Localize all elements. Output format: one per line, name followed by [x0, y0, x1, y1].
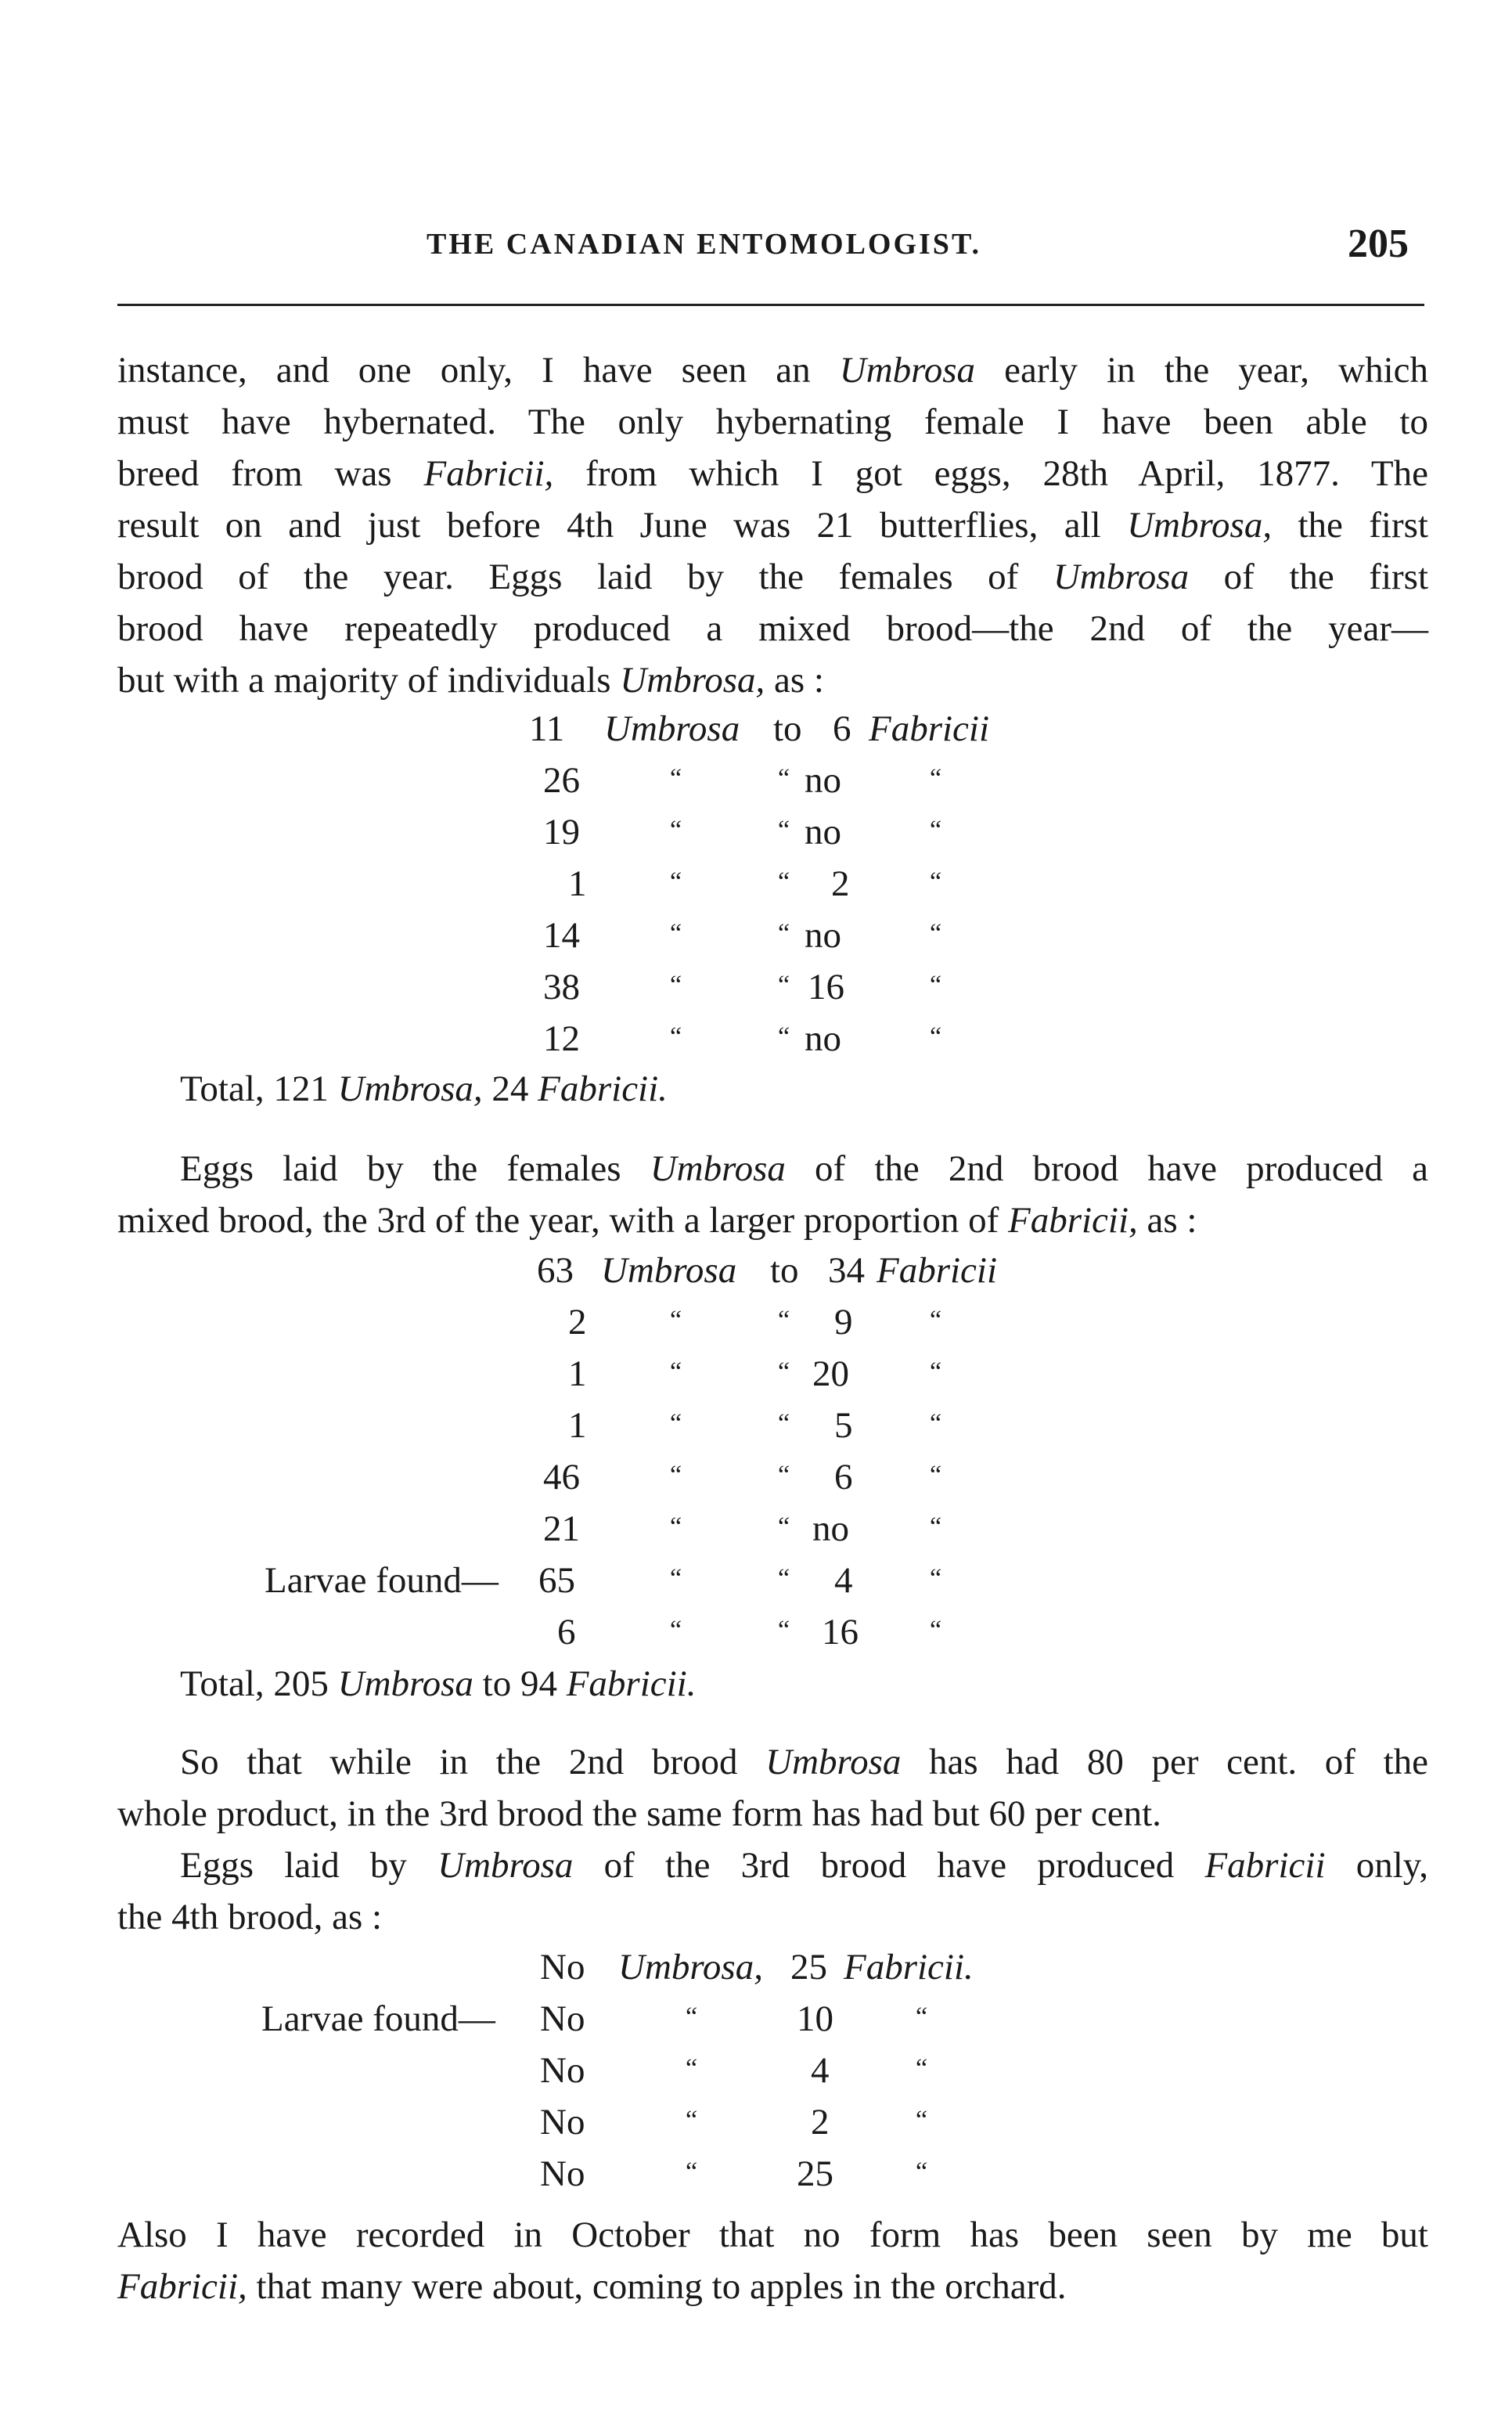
- text-line: but with a majority of individuals Umbrosa, as :: [117, 660, 824, 701]
- text-line: mixed brood, the 3rd of the year, with a larger proportion of Fabricii, as :: [117, 1200, 1197, 1241]
- text-line: the 4th brood, as :: [117, 1897, 383, 1937]
- text-line: must have hybernated. The only hybernating female I have been able to: [117, 402, 1428, 442]
- text-line: instance, and one only, I have seen an Umbrosa early in the year, which: [117, 350, 1429, 391]
- paragraph-3: [117, 1736, 1428, 1840]
- brood-table-2: 63 Umbrosa to 34 Fabricii 2 “ “ 9 “ 1 “ “ 20 “ 1 “ “ 5 “ 46 “ “ 6 “ 21 “ “ no “ Larvae found— 65 “ “ 4 “ 6 “ “ 16 “: [265, 1250, 998, 1652]
- running-head: THE CANADIAN ENTOMOLOGIST.: [427, 228, 981, 261]
- text-line: whole product, in the 3rd brood the same form has had but 60 per cent.: [117, 1793, 1161, 1834]
- text-line: Fabricii, that many were about, coming to apples in the orchard.: [117, 2266, 1067, 2307]
- table-1-total: Total, 121 Umbrosa, 24 Fabricii.: [180, 1069, 668, 1109]
- paragraph-2: [117, 1143, 1428, 1246]
- paragraph-4: [117, 1840, 1428, 1943]
- paragraph-1: [117, 344, 1428, 706]
- text-line: Eggs laid by the females Umbrosa of the 2nd brood have produced a: [180, 1148, 1428, 1189]
- text-line: breed from was Fabricii, from which I got eggs, 28th April, 1877. The: [117, 453, 1429, 494]
- page-number: 205: [1348, 222, 1409, 266]
- paragraph-5: [117, 2209, 1428, 2312]
- text-line: Also I have recorded in October that no form has been seen by me but: [117, 2215, 1428, 2255]
- text-line: result on and just before 4th June was 21 butterflies, all Umbrosa, the first: [117, 505, 1428, 546]
- brood-table-3: No Umbrosa, 25 Fabricii. Larvae found— No “ 10 “ No “ 4 “ No “ 2 “ No “ 25 “: [261, 1947, 974, 2194]
- header-rule: [117, 304, 1424, 306]
- text-line: brood of the year. Eggs laid by the females of Umbrosa of the first: [117, 557, 1428, 597]
- brood-table-1: 11 Umbrosa to 6 Fabricii 26 “ “ no “ 19 “ “ no “ 1 “ “ 2 “ 14 “ “ no “ 38 “ “ 16 “ 12 “ “ no “: [529, 708, 990, 1059]
- text-line: Eggs laid by Umbrosa of the 3rd brood have produced Fabricii only,: [180, 1845, 1428, 1886]
- text-line: So that while in the 2nd brood Umbrosa has had 80 per cent. of the: [180, 1742, 1428, 1782]
- table-2-total: Total, 205 Umbrosa to 94 Fabricii.: [180, 1663, 697, 1704]
- page-header: [117, 221, 1424, 276]
- text-line: brood have repeatedly produced a mixed brood—the 2nd of the year—: [117, 608, 1428, 649]
